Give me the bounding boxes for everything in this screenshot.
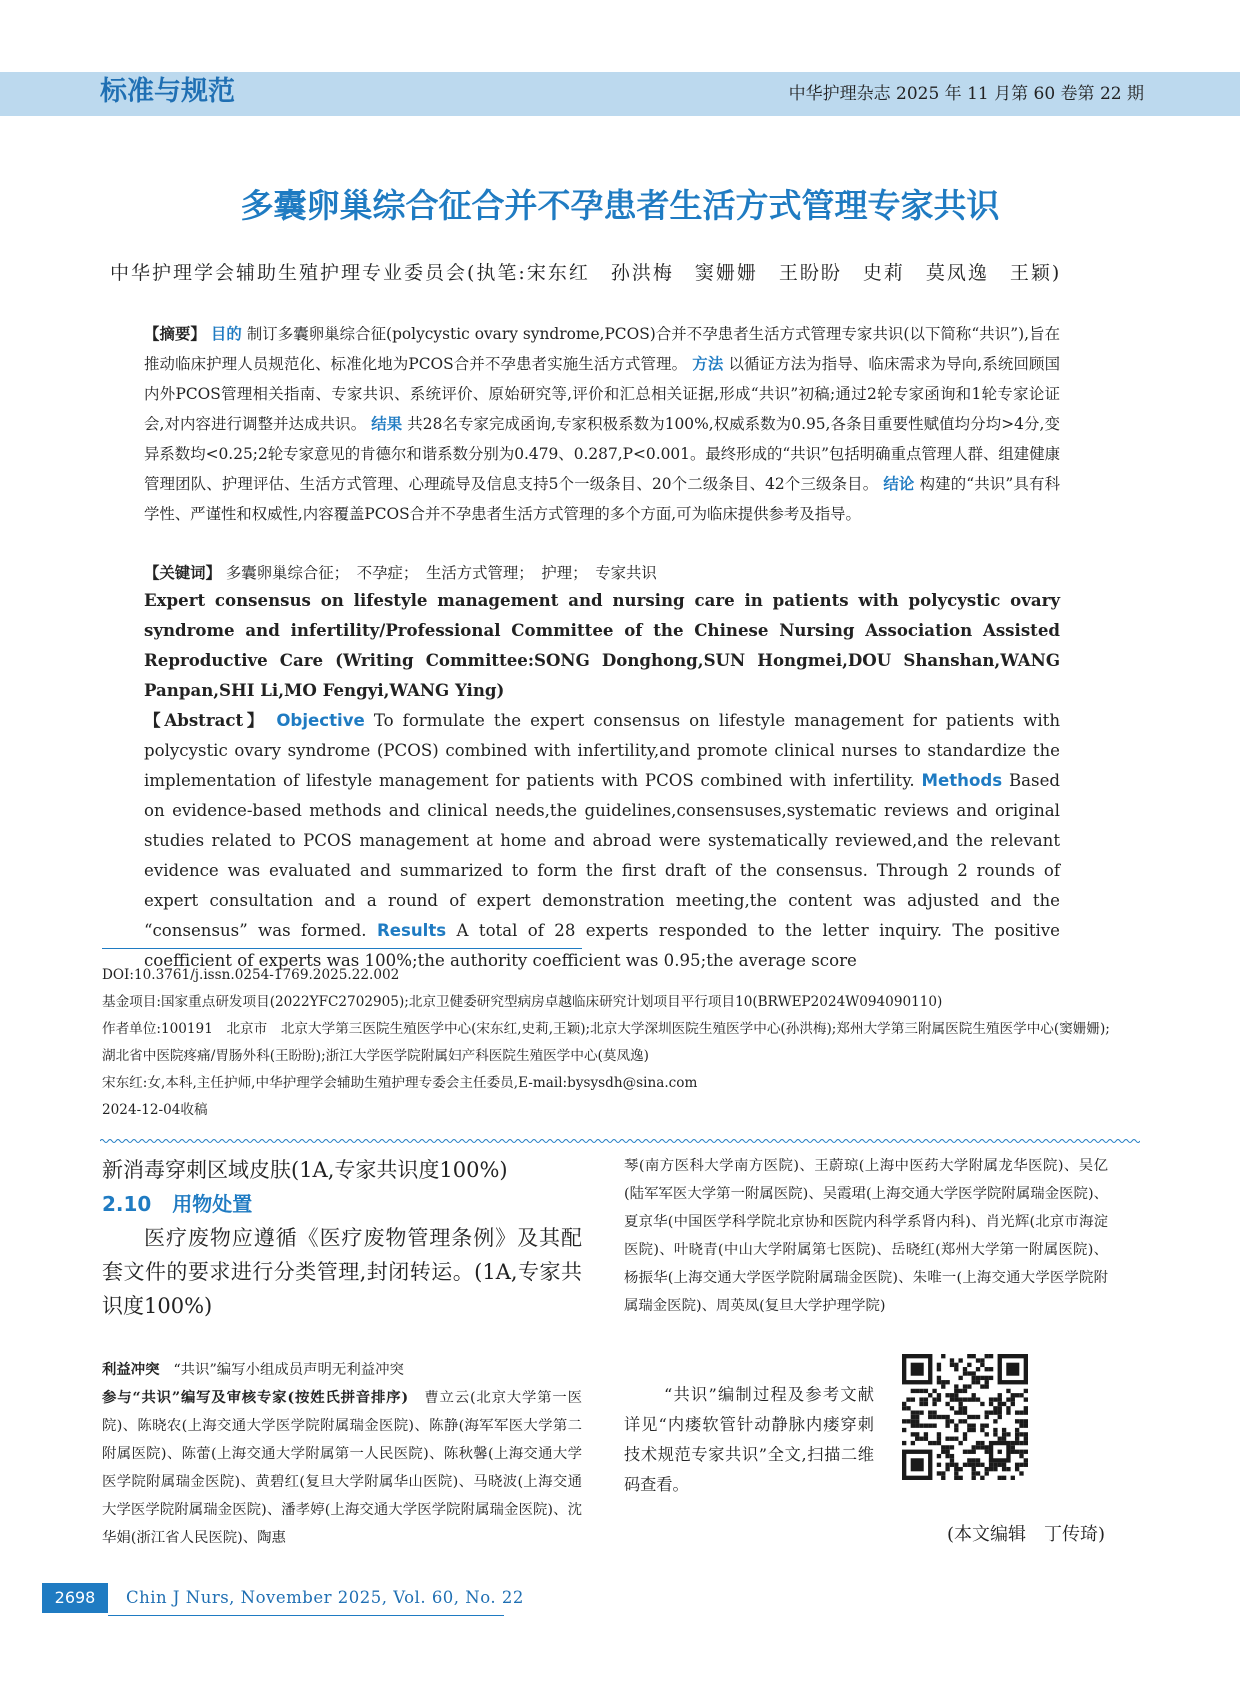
- abstract-label: 【摘要】: [144, 325, 206, 343]
- article-authors: 中华护理学会辅助生殖护理专业委员会(执笔:宋东红 孙洪梅 窦姗姗 王盼盼 史莉 莫凤逸 王颖): [110, 262, 1062, 284]
- section-heading: [102, 1187, 582, 1221]
- wavy-divider: [100, 1138, 1140, 1144]
- qr-caption: “共识”编制过程及参考文献详见“内瘘软管针动静脉内瘘穿刺技术规范专家共识”全文,扫描二维码查看。: [624, 1385, 874, 1494]
- footnotes: [102, 962, 1112, 1124]
- en-abstract-label: 【Abstract】: [144, 710, 268, 730]
- en-objective-label: Objective: [276, 711, 365, 730]
- conclusion-text: 构建的“共识”具有科学性、严谨性和权威性,内容覆盖PCOS合并不孕患者生活方式管理的多个方面,可为临床提供参考及指导。: [144, 475, 1060, 523]
- doi: DOI:10.3761/j.issn.0254-1769.2025.22.002: [102, 967, 400, 983]
- footnote-rule: [102, 948, 582, 949]
- keywords-text: 多囊卵巢综合征； 不孕症； 生活方式管理； 护理； 专家共识: [225, 564, 657, 582]
- journal-issue: 中华护理杂志 2025 年 11 月第 60 卷第 22 期: [788, 84, 1144, 104]
- section-label: 标准与规范: [100, 76, 235, 107]
- methods-label: 方法: [692, 355, 724, 373]
- experts-right: 琴(南方医科大学南方医院)、王蔚琼(上海中医药大学附属龙华医院)、吴亿(陆军军医大学第一附属医院)、吴霞珺(上海交通大学医学院附属瑞金医院)、夏京华(中国医学科学院北京协和医院内科学系肾内科)、肖光辉(北京市海淀医院)、叶晓青(中山大学附属第七医院)、岳晓红(郑州大学第一附属医院)、杨振华(上海交通大学医学院附属瑞金医院)、朱唯一(上海交通大学医学院附属瑞金医院)、周英凤(复旦大学护理学院): [624, 1158, 1108, 1314]
- section-title: 用物处置: [172, 1192, 253, 1216]
- body-left-column: [102, 1153, 582, 1323]
- en-methods-label: Methods: [921, 771, 1003, 790]
- english-title: Expert consensus on lifestyle management and nursing care in patients with polycystic ovary syndrome and infertility/Professional Committee of the Chinese Nursing Association Assisted Reproductive Care (Writing Committee:SONG Donghong,SUN Hongmei,DOU Shanshan,WANG Panpan,SHI Li,MO Fengyi,WANG Ying): [144, 590, 1060, 700]
- affiliation: 作者单位:100191 北京市 北京大学第三医院生殖医学中心(宋东红,史莉,王颖);北京大学深圳医院生殖医学中心(孙洪梅);郑州大学第三附属医院生殖医学中心(窦姗姗);湖北省中医院疼痛/胃肠外科(王盼盼);浙江大学医学院附属妇产科医院生殖医学中心(莫凤逸): [102, 1021, 1110, 1064]
- objective-label: 目的: [210, 325, 242, 343]
- objective-text: 制订多囊卵巢综合征(polycystic ovary syndrome,PCOS)合并不孕患者生活方式管理专家共识(以下简称“共识”),旨在推动临床护理人员规范化、标准化地为PCOS合并不孕患者实施生活方式管理。: [144, 325, 1060, 373]
- en-objective-text: To formulate the expert consensus on lifestyle management for patients with polycystic ovary syndrome (PCOS) combined with infertility,and promote clinical nurses to standardize the implementation of lifestyle management for patients with PCOS combined with infertility.: [144, 711, 1061, 790]
- results-text: 共28名专家完成函询,专家积极系数为100%,权威系数为0.95,各条目重要性赋值均分均>4分,变异系数均<0.25;2轮专家意见的肯德尔和谐系数分别为0.479、0.287,P<0.001。最终形成的“共识”包括明确重点管理人群、组建健康管理团队、护理评估、生活方式管理、心理疏导及信息支持5个一级条目、20个二级条目、42个三级条目。: [144, 415, 1060, 493]
- experts-label: 参与“共识”编写及审核专家(按姓氏拼音排序): [102, 1389, 409, 1406]
- en-results-label: Results: [376, 921, 447, 940]
- conclusion-label: 结论: [883, 475, 915, 493]
- coi-text: “共识”编写小组成员声明无利益冲突: [173, 1362, 404, 1378]
- declarations: [102, 1356, 582, 1552]
- experts-left: 曹立云(北京大学第一医院)、陈晓农(上海交通大学医学院附属瑞金医院)、陈静(海军军医大学第二附属医院)、陈蕾(上海交通大学附属第一人民医院)、陈秋馨(上海交通大学医学院附属瑞金医院)、黄碧红(复旦大学附属华山医院)、马晓波(上海交通大学医学院附属瑞金医院)、潘孝婷(上海交通大学医学院附属瑞金医院)、沈华娟(浙江省人民医院)、陶惠: [102, 1390, 582, 1546]
- en-methods-text: Based on evidence-based methods and clinical needs,the guidelines,consensuses,systematic reviews and original studies related to PCOS management at home and abroad were systematically reviewed,and the relevant evidence was evaluated and summarized to form the first draft of the consensus. Through 2 rounds of expert consultation and a round of expert demonstration meeting,the content was adjusted and the “consensus” was formed.: [144, 771, 1061, 940]
- en-results-text: A total of 28 experts responded to the letter inquiry. The positive coefficient of experts was 100%;the authority coefficient was 0.95;the average score: [144, 921, 1060, 970]
- results-label: 结果: [371, 415, 403, 433]
- received-date: 2024-12-04收稿: [102, 1102, 208, 1118]
- abstract-en: [144, 705, 1060, 976]
- keywords-label: 【关键词】: [144, 564, 221, 582]
- keywords: [144, 558, 1060, 588]
- experts-list: [102, 1384, 582, 1552]
- conflict-of-interest: [102, 1356, 582, 1384]
- editor-credit: (本文编辑 丁传琦): [946, 1524, 1105, 1545]
- page-number: 2698: [42, 1583, 108, 1613]
- methods-text: 以循证方法为指导、临床需求为导向,系统回顾国内外PCOS管理相关指南、专家共识、系统评价、原始研究等,评价和汇总相关证据,形成“共识”初稿;通过2轮专家函询和1轮专家论证会,对内容进行调整并达成共识。: [144, 355, 1060, 433]
- article-title: 多囊卵巢综合征合并不孕患者生活方式管理专家共识: [240, 186, 1000, 225]
- body-line: 新消毒穿刺区域皮肤(1A,专家共识度100%): [102, 1158, 508, 1182]
- abstract-zh: [144, 319, 1060, 529]
- coi-label: 利益冲突: [102, 1361, 160, 1378]
- footer-rule: [108, 1615, 504, 1616]
- qr-code[interactable]: [902, 1354, 1028, 1480]
- section-paragraph: 医疗废物应遵循《医疗废物管理条例》及其配套文件的要求进行分类管理,封闭转运。(1A,专家共识度100%): [102, 1226, 582, 1318]
- footer-journal: Chin J Nurs, November 2025, Vol. 60, No. 22: [126, 1588, 524, 1607]
- section-number: 2.10: [102, 1192, 152, 1216]
- corresponding-author: 宋东红:女,本科,主任护师,中华护理学会辅助生殖护理专委会主任委员,E-mail:bysysdh@sina.com: [102, 1075, 698, 1091]
- funding: 基金项目:国家重点研发项目(2022YFC2702905);北京卫健委研究型病房卓越临床研究计划项目平行项目10(BRWEP2024W094090110): [102, 994, 943, 1010]
